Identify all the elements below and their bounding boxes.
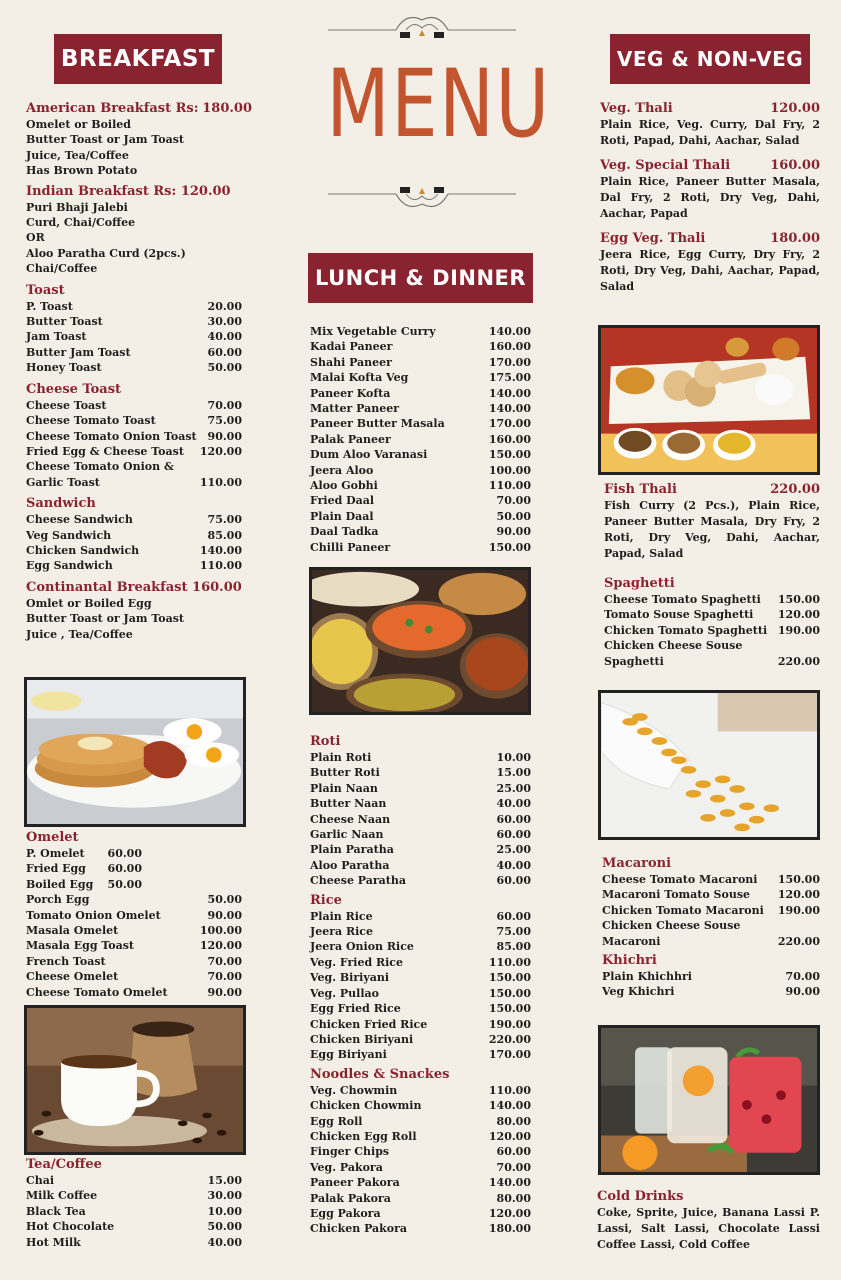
menu-item: Cheese Tomato Macaroni 150.00	[602, 873, 820, 886]
special-thali-title: Veg. Special Thali 160.00	[600, 158, 820, 173]
omelet-title: Omelet	[26, 830, 79, 845]
menu-item: Boiled Egg 50.00	[26, 877, 142, 891]
lunch-dinner-banner: LUNCH & DINNER	[308, 253, 533, 303]
curry-list	[310, 324, 531, 555]
thali-section	[600, 101, 820, 295]
menu-item: Palak Paneer 160.00	[310, 432, 531, 446]
menu-item: Chicken Pakora 180.00	[310, 1222, 531, 1236]
menu-item: P. Omelet 60.00	[26, 847, 142, 860]
menu-item: Cheese Tomato Spaghetti 150.00	[604, 593, 820, 606]
menu-item: Butter Toast 30.00	[26, 315, 242, 329]
menu-item: Chicken Tomato Macaroni 190.00	[602, 903, 820, 917]
menu-item: Veg Sandwich 85.00	[26, 528, 242, 542]
menu-item: Veg. Pullao 150.00	[310, 986, 531, 1000]
cold-drinks-section	[597, 1189, 820, 1253]
menu-item: Malai Kofta Veg 175.00	[310, 371, 531, 385]
american-breakfast-title	[26, 101, 252, 117]
cold-drinks-desc: Coke, Sprite, Juice, Banana Lassi P. Lassi, Salt Lassi, Chocolate Lassi Coffee Lassi, Cold Coffee	[597, 1206, 820, 1251]
macaroni-khichri-section	[602, 856, 820, 1000]
menu-item: Jeera Onion Rice 85.00	[310, 940, 531, 954]
menu-line: Butter Toast or Jam Toast	[26, 612, 184, 626]
menu-item: Veg Khichri 90.00	[602, 985, 820, 999]
menu-item: Kadai Paneer 160.00	[310, 340, 531, 354]
menu-item: Masala Omelet 100.00	[26, 924, 242, 938]
macaroni-photo	[598, 690, 820, 840]
noodles-snacks-title: Noodles & Snackes	[310, 1066, 450, 1082]
menu-item: Chicken Sandwich 140.00	[26, 543, 242, 557]
menu-item: Masala Egg Toast 120.00	[26, 939, 242, 953]
menu-item: Chicken Tomato Spaghetti 190.00	[604, 623, 820, 637]
menu-item: Cheese Naan 60.00	[310, 812, 531, 826]
menu-item: Cheese Sandwich 75.00	[26, 513, 242, 527]
pancake-breakfast-photo	[24, 677, 246, 827]
veg-thali-title: Veg. Thali 120.00	[600, 101, 820, 116]
menu-item: Butter Naan 40.00	[310, 797, 531, 811]
veg-thali-desc: Plain Rice, Veg. Curry, Dal Fry, 2 Roti, Papad, Dahi, Aachar, Salad	[600, 118, 820, 147]
menu-item: Chicken Cheese Souse	[602, 919, 741, 933]
omelet-short-list	[26, 846, 142, 892]
menu-line: Puri Bhaji Jalebi	[26, 200, 128, 214]
menu-item: P. Toast 20.00	[26, 299, 242, 313]
menu-item: Chilli Paneer 150.00	[310, 540, 531, 554]
menu-item: Garlic Naan 60.00	[310, 828, 531, 842]
cheese-toast-title: Cheese Toast	[26, 381, 122, 397]
menu-item: Hot Milk 40.00	[26, 1235, 242, 1249]
menu-item: Jeera Aloo 100.00	[310, 463, 531, 477]
menu-item: Egg Sandwich 110.00	[26, 559, 242, 573]
menu-item: Palak Pakora 80.00	[310, 1191, 531, 1205]
menu-item: Plain Naan 25.00	[310, 781, 531, 795]
menu-title	[326, 50, 551, 159]
menu-item: Plain Khichhri 70.00	[602, 970, 820, 984]
menu-item: Tomato Souse Spaghetti 120.00	[604, 608, 820, 622]
menu-item: French Toast 70.00	[26, 954, 242, 968]
breakfast-banner: BREAKFAST	[54, 34, 222, 84]
spaghetti-title: Spaghetti	[604, 576, 675, 591]
continental-breakfast-title: Continantal Breakfast 160.00	[26, 579, 242, 595]
menu-item: Chicken Chowmin 140.00	[310, 1099, 531, 1113]
menu-item: Porch Egg 50.00	[26, 893, 242, 907]
indian-breakfast-lines	[26, 200, 252, 277]
curry-dishes-photo	[309, 567, 531, 715]
menu-item: Spaghetti 220.00	[604, 654, 820, 668]
menu-item: Veg. Biriyani 150.00	[310, 971, 531, 985]
menu-item: Cheese Tomato Toast 75.00	[26, 414, 242, 428]
menu-line: Omelet or Boiled	[26, 118, 131, 131]
cheese-toast-list	[26, 398, 242, 490]
omelet-section	[26, 830, 252, 1000]
menu-item: Chicken Cheese Souse	[604, 639, 743, 653]
bottom-ornament	[326, 184, 518, 220]
menu-item: Plain Rice 60.00	[310, 909, 531, 923]
menu-line: Juice , Tea/Coffee	[26, 627, 133, 641]
menu-item: Cheese Toast 70.00	[26, 398, 242, 412]
menu-item: Jeera Rice 75.00	[310, 925, 531, 939]
menu-title-text: MENU	[326, 50, 551, 159]
menu-item: Egg Biriyani 170.00	[310, 1048, 531, 1062]
veg-nonveg-banner: VEG & NON-VEG	[610, 34, 810, 84]
sandwich-list	[26, 512, 242, 574]
menu-item: Egg Roll 80.00	[310, 1114, 531, 1128]
menu-item: Plain Daal 50.00	[310, 509, 531, 523]
omelet-list	[26, 892, 242, 1000]
menu-item: Hot Chocolate 50.00	[26, 1220, 242, 1234]
tea-coffee-list	[26, 1173, 242, 1250]
menu-item: Matter Paneer 140.00	[310, 402, 531, 416]
menu-item: Paneer Pakora 140.00	[310, 1176, 531, 1190]
menu-item: Butter Jam Toast 60.00	[26, 345, 242, 359]
fish-thali-title: Fish Thali 220.00	[604, 482, 820, 497]
menu-item: Butter Roti 15.00	[310, 766, 531, 780]
menu-item: Macaroni Tomato Souse 120.00	[602, 888, 820, 902]
menu-item: Macaroni 220.00	[602, 934, 820, 948]
khichri-title: Khichri	[602, 953, 657, 969]
menu-item: Paneer Butter Masala 170.00	[310, 417, 531, 431]
toast-title: Toast	[26, 282, 65, 298]
cold-drinks-title: Cold Drinks	[597, 1189, 684, 1204]
breakfast-column	[26, 101, 252, 642]
menu-item: Chicken Fried Rice 190.00	[310, 1017, 531, 1031]
menu-item: Chicken Biriyani 220.00	[310, 1032, 531, 1046]
menu-item: Cheese Omelet 70.00	[26, 970, 242, 984]
menu-line: Aloo Paratha Curd (2pcs.)	[26, 246, 186, 260]
macaroni-title: Macaroni	[602, 856, 672, 871]
menu-item: Tomato Onion Omelet 90.00	[26, 908, 242, 922]
menu-item: Cheese Paratha 60.00	[310, 874, 531, 888]
menu-line: Has Brown Potato	[26, 164, 138, 178]
menu-line: Juice, Tea/Coffee	[26, 148, 129, 162]
menu-item: Veg. Fried Rice 110.00	[310, 955, 531, 969]
menu-line: OR	[26, 231, 45, 245]
fish-spaghetti-section	[604, 482, 820, 669]
menu-item: Plain Roti 10.00	[310, 751, 531, 764]
menu-item: Milk Coffee 30.00	[26, 1189, 242, 1203]
menu-item: Fried Egg 60.00	[26, 862, 142, 876]
menu-item: Fried Egg & Cheese Toast 120.00	[26, 444, 242, 458]
menu-line: Chai/Coffee	[26, 262, 98, 276]
menu-item: Black Tea 10.00	[26, 1204, 242, 1218]
american-breakfast-price: 180.00	[202, 101, 252, 116]
menu-item: Chai 15.00	[26, 1174, 242, 1187]
menu-item: Egg Fried Rice 150.00	[310, 1002, 531, 1016]
menu-item: Cheese Tomato Omelet 90.00	[26, 985, 242, 999]
cold-drinks-photo	[598, 1025, 820, 1175]
egg-thali-desc: Jeera Rice, Egg Curry, Dry Fry, 2 Roti, Dry Veg, Dahi, Aachar, Papad, Salad	[600, 248, 820, 293]
coffee-photo	[24, 1005, 246, 1155]
menu-item: Plain Paratha 25.00	[310, 843, 531, 857]
menu-item: Fried Daal 70.00	[310, 494, 531, 508]
menu-line: Butter Toast or Jam Toast	[26, 133, 184, 147]
menu-item: Shahi Paneer 170.00	[310, 355, 531, 369]
rice-title: Rice	[310, 892, 342, 908]
menu-item: Aloo Gobhi 110.00	[310, 479, 531, 493]
indian-breakfast-title: Indian Breakfast Rs: 120.00	[26, 183, 231, 199]
american-breakfast-lines	[26, 117, 252, 179]
menu-item: Mix Vegetable Curry 140.00	[310, 325, 531, 338]
roti-section	[310, 734, 531, 1237]
menu-item: Finger Chips 60.00	[310, 1145, 531, 1159]
fish-thali-desc: Fish Curry (2 Pcs.), Plain Rice, Paneer Butter Masala, Dry Fry, 2 Roti, Dry Veg, Dahi, Aachar, Papad, Salad	[604, 499, 820, 560]
menu-line: Curd, Chai/Coffee	[26, 216, 136, 230]
tea-coffee-section	[26, 1157, 252, 1250]
menu-item: Chicken Egg Roll 120.00	[310, 1129, 531, 1143]
top-ornament	[326, 6, 518, 42]
roti-title: Roti	[310, 734, 341, 749]
menu-item: Jam Toast 40.00	[26, 330, 242, 344]
continental-breakfast-lines	[26, 596, 252, 642]
egg-thali-title: Egg Veg. Thali 180.00	[600, 231, 820, 246]
sandwich-title: Sandwich	[26, 496, 96, 512]
menu-item: Egg Pakora 120.00	[310, 1206, 531, 1220]
menu-item: Cheese Tomato Onion &	[26, 460, 174, 474]
menu-item: Cheese Tomato Onion Toast 90.00	[26, 429, 242, 443]
special-thali-desc: Plain Rice, Paneer Butter Masala, Dal Fry, 2 Roti, Dry Veg, Dahi, Aachar, Papad	[600, 175, 820, 220]
menu-item: Daal Tadka 90.00	[310, 525, 531, 539]
menu-item: Veg. Chowmin 110.00	[310, 1083, 531, 1097]
american-breakfast-label: American Breakfast Rs:	[26, 101, 199, 116]
menu-item: Aloo Paratha 40.00	[310, 858, 531, 872]
thali-photo	[598, 325, 820, 475]
menu-line: Omlet or Boiled Egg	[26, 596, 152, 610]
toast-list	[26, 299, 242, 376]
menu-item: Dum Aloo Varanasi 150.00	[310, 448, 531, 462]
tea-coffee-title: Tea/Coffee	[26, 1157, 102, 1172]
menu-item: Veg. Pakora 70.00	[310, 1160, 531, 1174]
menu-item: Honey Toast 50.00	[26, 361, 242, 375]
menu-item: Paneer Kofta 140.00	[310, 386, 531, 400]
menu-item: Garlic Toast 110.00	[26, 475, 242, 489]
